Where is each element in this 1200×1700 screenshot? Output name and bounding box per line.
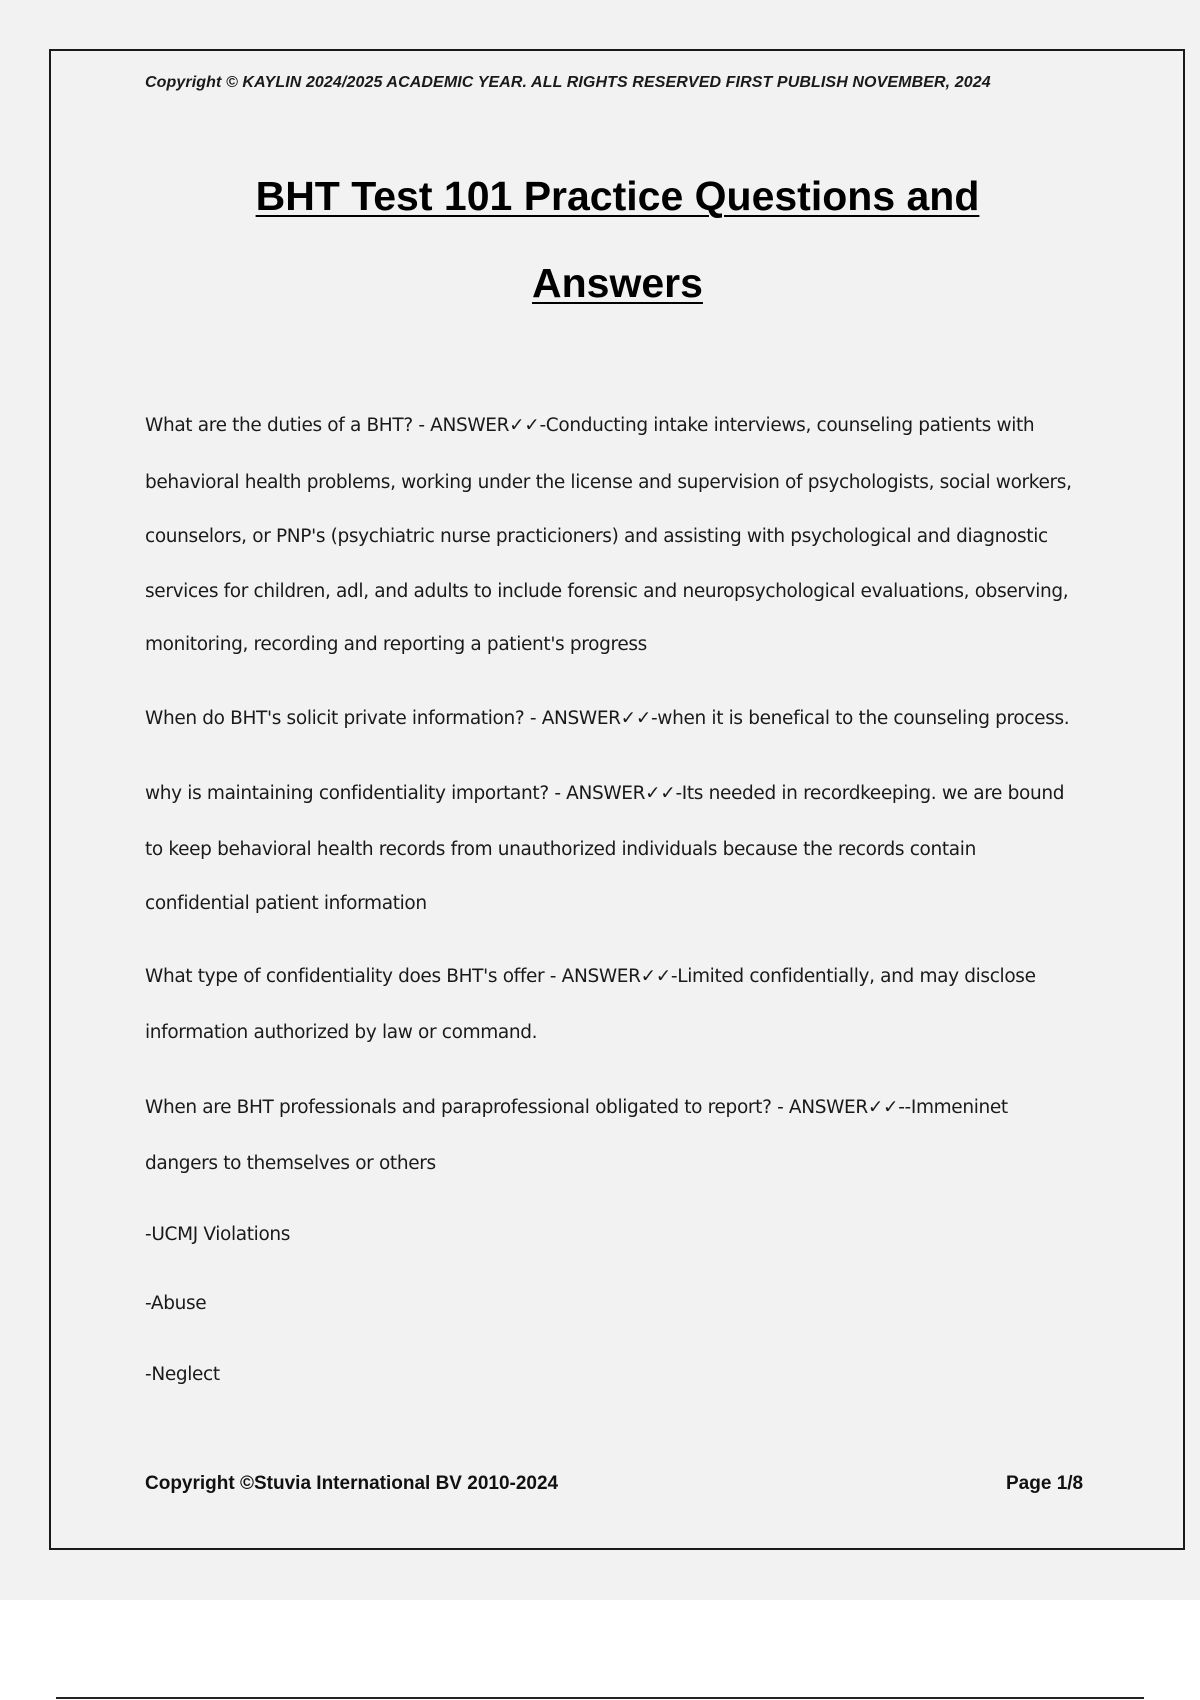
qa-line: -UCMJ Violations	[145, 1224, 291, 1245]
qa-line: -Neglect	[145, 1364, 220, 1385]
qa-line: What type of confidentiality does BHT's offer - ANSWER✓✓-Limited confidentially, and may disclose	[145, 966, 1036, 987]
qa-line: monitoring, recording and reporting a patient's progress	[145, 634, 647, 655]
qa-line: services for children, adl, and adults to include forensic and neuropsychological evaluations, observing,	[145, 581, 1069, 602]
document-title-line-1	[140, 173, 1095, 220]
document-title-text-1: BHT Test 101 Practice Questions and	[255, 173, 980, 219]
qa-line: confidential patient information	[145, 893, 427, 914]
qa-line: to keep behavioral health records from unauthorized individuals because the records contain	[145, 839, 976, 860]
qa-line: behavioral health problems, working under the license and supervision of psychologists, social workers,	[145, 472, 1072, 493]
qa-line: -Abuse	[145, 1293, 207, 1314]
qa-line: why is maintaining confidentiality important? - ANSWER✓✓-Its needed in recordkeeping. we are bound	[145, 783, 1065, 804]
header-copyright: Copyright © KAYLIN 2024/2025 ACADEMIC YEAR. ALL RIGHTS RESERVED FIRST PUBLISH NOVEMBER, 2024	[145, 74, 991, 91]
qa-line: What are the duties of a BHT? - ANSWER✓✓-Conducting intake interviews, counseling patients with	[145, 415, 1035, 436]
qa-line: When are BHT professionals and paraprofessional obligated to report? - ANSWER✓✓--Immeninet	[145, 1097, 1008, 1118]
qa-line: dangers to themselves or others	[145, 1153, 436, 1174]
bottom-divider	[56, 1697, 1144, 1699]
page-number: Page 1/8	[1006, 1473, 1084, 1494]
qa-line: When do BHT's solicit private information? - ANSWER✓✓-when it is benefical to the counseling process.	[145, 708, 1070, 729]
document-title-line-2	[140, 260, 1095, 307]
document-title-text-2: Answers	[532, 260, 703, 306]
qa-line: counselors, or PNP's (psychiatric nurse practicioners) and assisting with psychological and diagnostic	[145, 526, 1048, 547]
qa-line: information authorized by law or command.	[145, 1022, 538, 1043]
footer-copyright: Copyright ©Stuvia International BV 2010-2024	[145, 1473, 559, 1494]
